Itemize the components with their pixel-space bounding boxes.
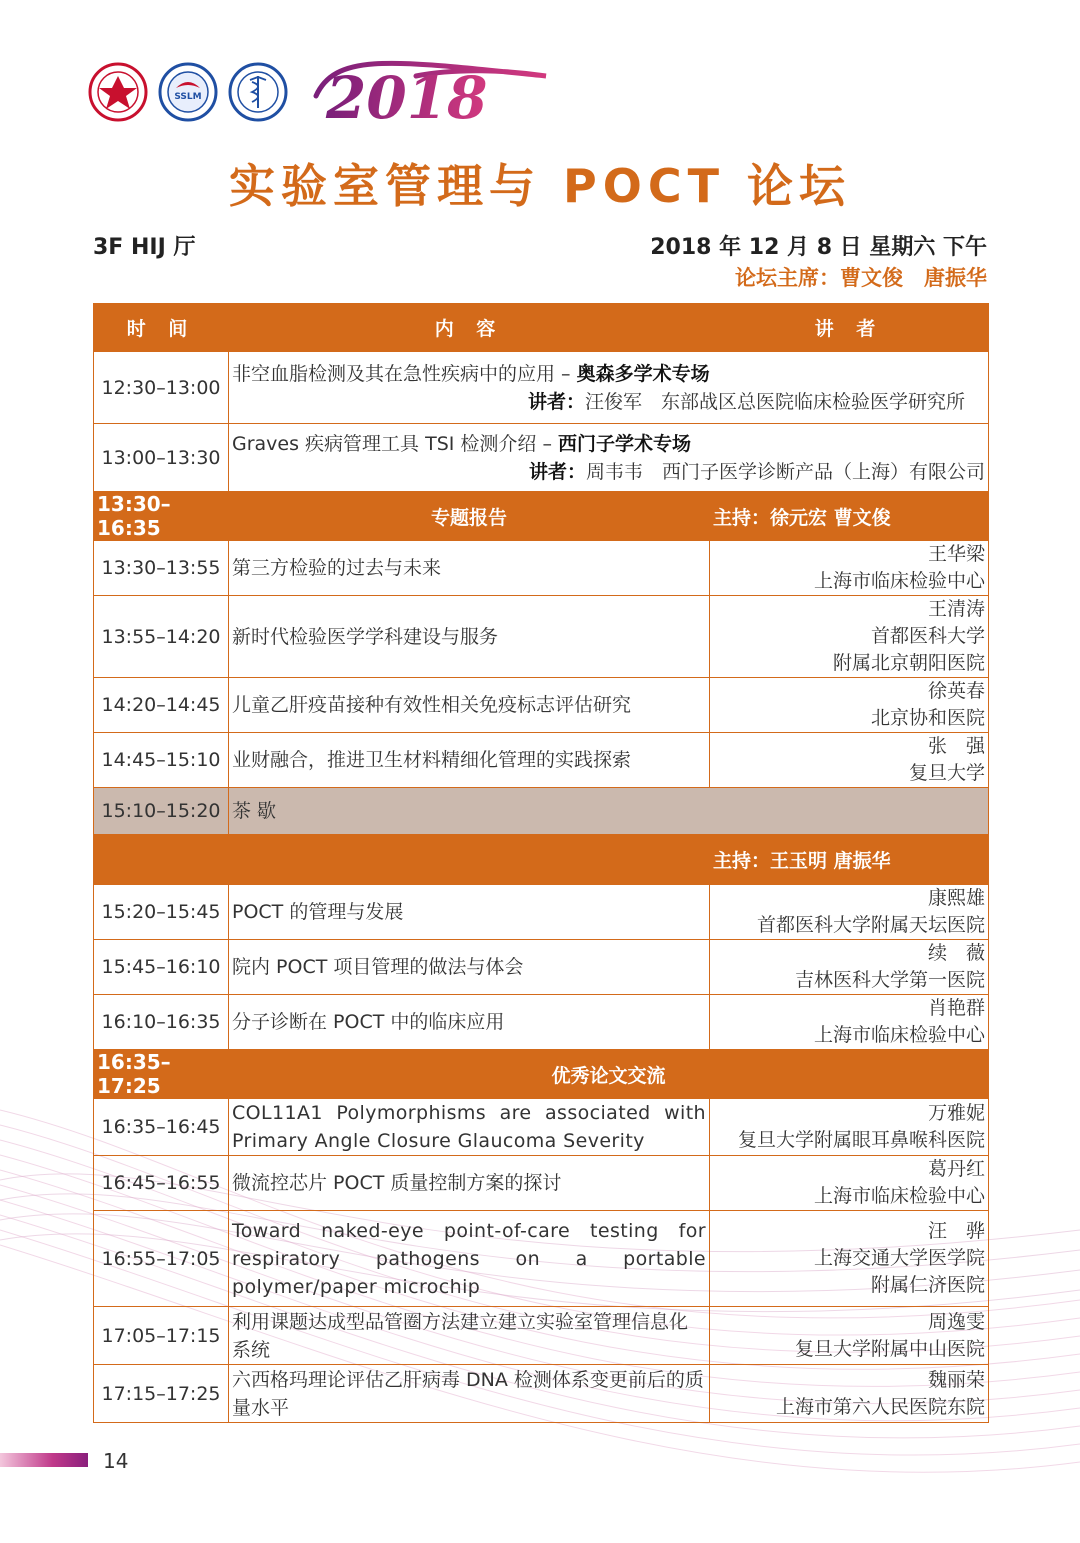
speaker-affiliation: 上海市临床检验中心 bbox=[813, 1185, 985, 1207]
topic-cell: 六西格玛理论评估乙肝病毒 DNA 检测体系变更前后的质量水平 bbox=[229, 1365, 710, 1423]
venue-label: 3F HIJ 厅 bbox=[93, 235, 196, 260]
table-row bbox=[94, 733, 989, 788]
speaker-affiliation: 附属仁济医院 bbox=[870, 1274, 985, 1296]
svg-text:SSLM: SSLM bbox=[174, 92, 202, 102]
speaker-affiliation: 上海市临床检验中心 bbox=[813, 570, 985, 592]
section-title-empty bbox=[229, 835, 710, 885]
hospital-seal-icon bbox=[88, 62, 148, 122]
speaker-name: 魏丽荣 bbox=[927, 1368, 985, 1391]
speaker-name: 康熙雄 bbox=[927, 887, 985, 909]
speaker-cell bbox=[710, 596, 989, 678]
time-cell: 16:10–16:35 bbox=[94, 995, 229, 1050]
section-title: 专题报告 bbox=[229, 492, 710, 541]
table-row bbox=[94, 1307, 989, 1365]
topic-text: Graves 疾病管理工具 TSI 检测介绍 – bbox=[232, 432, 558, 455]
page-title: 实验室管理与 POCT 论坛 bbox=[229, 159, 851, 213]
header-time: 时 间 bbox=[94, 304, 229, 352]
speaker-text: 周韦韦 西门子医学诊断产品（上海）有限公司 bbox=[585, 460, 985, 483]
schedule-table bbox=[93, 303, 989, 1423]
speaker-name: 王清涛 bbox=[927, 598, 985, 620]
section-time: 16:35–17:25 bbox=[94, 1050, 229, 1099]
topic-cell: 院内 POCT 项目管理的做法与体会 bbox=[229, 940, 710, 995]
table-row bbox=[94, 541, 989, 596]
topic-cell: 微流控芯片 POCT 质量控制方案的探讨 bbox=[229, 1156, 710, 1211]
speaker-affiliation: 复旦大学 bbox=[908, 762, 985, 784]
table-row bbox=[94, 352, 989, 424]
section-header-row bbox=[94, 1050, 989, 1099]
topic-cell: 第三方检验的过去与未来 bbox=[229, 541, 710, 596]
section-time-empty bbox=[94, 835, 229, 885]
time-cell: 13:30–13:55 bbox=[94, 541, 229, 596]
table-row bbox=[94, 1099, 989, 1156]
topic-cell: COL11A1 Polymorphisms are associated with Primary Angle Closure Glaucoma Severity bbox=[229, 1099, 710, 1156]
speaker-affiliation: 首都医科大学附属天坛医院 bbox=[756, 914, 985, 936]
topic-cell: 新时代检验医学学科建设与服务 bbox=[229, 596, 710, 678]
time-cell: 16:45–16:55 bbox=[94, 1156, 229, 1211]
speaker-name: 汪 骅 bbox=[927, 1220, 985, 1242]
sslm-seal-icon bbox=[158, 62, 218, 122]
section-time: 13:30–16:35 bbox=[94, 492, 229, 541]
speaker-cell bbox=[710, 940, 989, 995]
speaker-cell bbox=[710, 1211, 989, 1307]
speaker-cell bbox=[710, 1365, 989, 1423]
page-number: 14 bbox=[103, 1449, 129, 1473]
section-title: 优秀论文交流 bbox=[229, 1050, 989, 1099]
time-cell: 16:35–16:45 bbox=[94, 1099, 229, 1156]
section-host: 主持：王玉明 唐振华 bbox=[710, 835, 989, 885]
time-cell: 12:30–13:00 bbox=[94, 352, 229, 424]
header-speaker: 讲 者 bbox=[710, 304, 989, 352]
table-row bbox=[94, 1156, 989, 1211]
table-row bbox=[94, 424, 989, 492]
speaker-cell bbox=[710, 541, 989, 596]
speaker-name: 徐英春 bbox=[927, 680, 985, 702]
topic-text: 非空血脂检测及其在急性疾病中的应用 – bbox=[232, 362, 577, 385]
topic-cell: Toward naked-eye point-of-care testing for respiratory pathogens on a portable polymer/paper microchip bbox=[229, 1211, 710, 1307]
speaker-affiliation: 复旦大学附属中山医院 bbox=[794, 1337, 985, 1360]
speaker-affiliation: 上海交通大学医学院 bbox=[813, 1247, 985, 1269]
time-cell: 13:55–14:20 bbox=[94, 596, 229, 678]
break-label: 茶 歇 bbox=[229, 788, 989, 835]
speaker-name: 续 薇 bbox=[927, 942, 985, 964]
sponsored-session-cell bbox=[229, 424, 989, 492]
table-header-row bbox=[94, 304, 989, 352]
time-cell: 16:55–17:05 bbox=[94, 1211, 229, 1307]
footer-accent-bar bbox=[0, 1453, 88, 1467]
topic-cell: 利用课题达成型品管圈方法建立建立实验室管理信息化系统 bbox=[229, 1307, 710, 1365]
topic-cell: POCT 的管理与发展 bbox=[229, 885, 710, 940]
speaker-name: 王华梁 bbox=[927, 543, 985, 565]
speaker-cell bbox=[710, 1156, 989, 1211]
sponsored-session-cell bbox=[229, 352, 989, 424]
time-cell: 17:15–17:25 bbox=[94, 1365, 229, 1423]
topic-cell: 业财融合，推进卫生材料精细化管理的实践探索 bbox=[229, 733, 710, 788]
table-row bbox=[94, 940, 989, 995]
speaker-cell bbox=[710, 733, 989, 788]
table-row bbox=[94, 1211, 989, 1307]
speaker-affiliation: 上海市临床检验中心 bbox=[813, 1024, 985, 1046]
speaker-affiliation: 复旦大学附属眼耳鼻喉科医院 bbox=[737, 1129, 985, 1151]
time-cell: 15:20–15:45 bbox=[94, 885, 229, 940]
speaker-name: 周逸雯 bbox=[927, 1310, 985, 1333]
table-row bbox=[94, 1365, 989, 1423]
forum-chairs: 论坛主席：曹文俊 唐振华 bbox=[735, 266, 987, 290]
section-header-row bbox=[94, 835, 989, 885]
speaker-affiliation: 吉林医科大学第一医院 bbox=[794, 969, 985, 991]
speaker-cell bbox=[710, 995, 989, 1050]
sponsor-highlight: 西门子学术专场 bbox=[557, 432, 691, 455]
table-row bbox=[94, 885, 989, 940]
section-header-row bbox=[94, 492, 989, 541]
table-row bbox=[94, 596, 989, 678]
time-cell: 15:10–15:20 bbox=[94, 788, 229, 835]
topic-cell: 儿童乙肝疫苗接种有效性相关免疫标志评估研究 bbox=[229, 678, 710, 733]
speaker-name: 肖艳群 bbox=[927, 997, 985, 1019]
time-cell: 14:20–14:45 bbox=[94, 678, 229, 733]
speaker-cell bbox=[710, 885, 989, 940]
speaker-text: 汪俊军 东部战区总医院临床检验医学研究所 bbox=[584, 390, 965, 413]
speaker-name: 张 强 bbox=[927, 735, 985, 757]
time-cell: 15:45–16:10 bbox=[94, 940, 229, 995]
svg-text:2018: 2018 bbox=[326, 64, 488, 126]
table-row bbox=[94, 995, 989, 1050]
caduceus-seal-icon bbox=[228, 62, 288, 122]
speaker-name: 万雅妮 bbox=[927, 1102, 985, 1124]
speaker-label: 讲者： bbox=[528, 460, 586, 483]
speaker-affiliation: 上海市第六人民医院东院 bbox=[775, 1395, 985, 1418]
session-date: 2018 年 12 月 8 日 星期六 下午 bbox=[650, 235, 987, 260]
year-2018-logo bbox=[306, 56, 576, 126]
speaker-cell bbox=[710, 1307, 989, 1365]
sponsor-logos bbox=[88, 56, 508, 126]
time-cell: 13:00–13:30 bbox=[94, 424, 229, 492]
speaker-cell bbox=[710, 1099, 989, 1156]
sponsor-highlight: 奥森多学术专场 bbox=[576, 362, 710, 385]
speaker-label: 讲者： bbox=[527, 390, 585, 413]
section-host: 主持：徐元宏 曹文俊 bbox=[710, 492, 989, 541]
table-row bbox=[94, 678, 989, 733]
topic-cell: 分子诊断在 POCT 中的临床应用 bbox=[229, 995, 710, 1050]
speaker-name: 葛丹红 bbox=[927, 1158, 985, 1180]
speaker-cell bbox=[710, 678, 989, 733]
speaker-affiliation: 附属北京朝阳医院 bbox=[832, 652, 985, 674]
time-cell: 14:45–15:10 bbox=[94, 733, 229, 788]
tea-break-row bbox=[94, 788, 989, 835]
time-cell: 17:05–17:15 bbox=[94, 1307, 229, 1365]
speaker-affiliation: 首都医科大学 bbox=[870, 625, 985, 647]
speaker-affiliation: 北京协和医院 bbox=[870, 707, 985, 729]
header-content: 内 容 bbox=[229, 304, 710, 352]
